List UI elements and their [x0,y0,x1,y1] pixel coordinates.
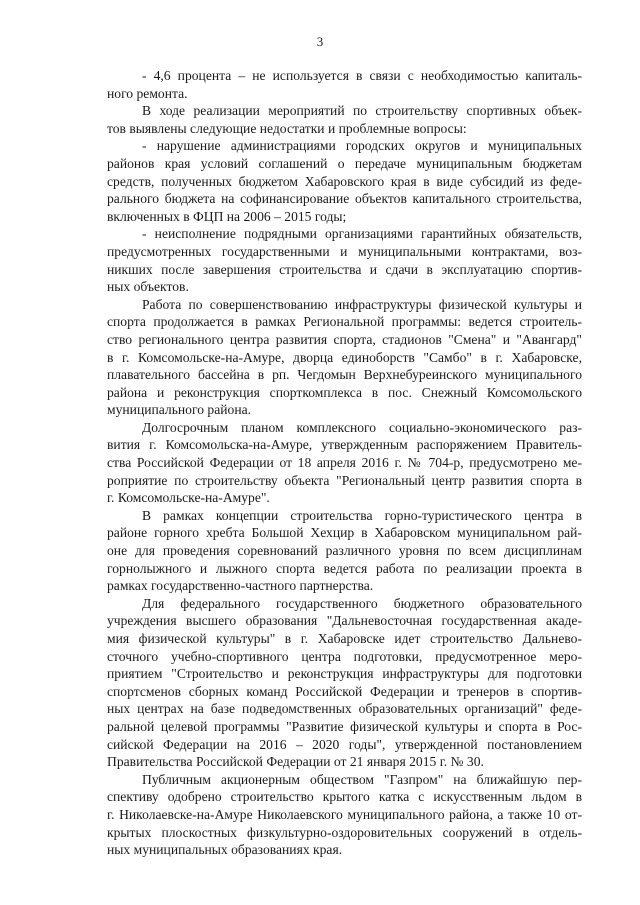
text-line: ного ремонта. [107,85,188,101]
paragraph [107,225,582,295]
text-line: районе горного хребта Большой Хехцир в Хабаровском муниципальном рай- [107,525,582,541]
document-body [107,67,582,859]
text-line: спортсменов сборных команд Российской Федерации и тренеров в спортив- [107,683,582,699]
text-line: приятием "Строительство и реконструкция инфраструктуры для подготовки [107,666,582,682]
paragraph [107,102,582,137]
page-number: 3 [316,34,324,49]
text-line: - неисполнение подрядными организациями гарантийных обязательств, [142,226,582,242]
text-line: оне для проведения соревнований различного уровня по всем дисциплинам [107,543,582,559]
text-line: ных центрах на базе подведомственных образовательных организаций" феде- [107,701,582,717]
text-line: плавательного бассейна в рп. Чегдомын Верхнебуреинского муниципального [107,367,582,383]
text-line: горнолыжного и лыжного спорта ведется работа по реализации проекта в [107,560,582,576]
text-line: предусмотренных государственными и муниципальными контрактами, воз- [107,243,582,259]
text-line: ства Российской Федерации от 18 апреля 2016 г. № 704-р, предусмотрено ме- [107,455,582,471]
text-line: г. Николаевске-на-Амуре Николаевского муниципального района, а также 10 от- [107,806,582,822]
text-line: В рамках концепции строительства горно-туристического центра в [142,507,582,523]
paragraph [107,67,582,102]
text-line: рамках государственно-частного партнерства. [107,578,374,594]
paragraph [107,137,582,225]
text-line: учреждения высшего образования "Дальневосточная государственная акаде- [107,613,582,629]
text-line: спективу одобрено строительство крытого катка с искусственным льдом в [107,789,582,805]
text-line: Публичным акционерным обществом "Газпром" на ближайшую пер- [142,771,582,787]
text-line: вития г. Комсомольска-на-Амуре, утвержденным распоряжением Правитель- [107,437,582,453]
text-line: мия физической культуры" в г. Хабаровске идет строительство Дальнево- [107,631,582,646]
text-line: тов выявлены следующие недостатки и проблемные вопросы: [107,120,467,136]
text-line: Работа по совершенствованию инфраструктуры физической культуры и [142,296,582,312]
text-line: ральной целевой программы "Развитие физической культуры и спорта в Рос- [107,718,582,734]
text-line: района и реконструкция спорткомплекса в пос. Снежный Комсомольского [107,384,582,400]
text-line: - 4,6 процента – не используется в связи с необходимостью капиталь- [142,68,582,83]
text-line: сточного учебно-спортивного центра подготовки, предусмотренное меро- [107,648,582,664]
text-line: никших после завершения строительства и сдачи в эксплуатацию спортив- [107,261,582,277]
text-line: Долгосрочным планом комплексного социально-экономического раз- [142,419,582,435]
text-line: Для федерального государственного бюджетного образовательного [142,595,582,611]
text-line: - нарушение администрациями городских округов и муниципальных [142,138,582,154]
text-line: г. Комсомольске-на-Амуре". [107,490,270,506]
paragraph [107,296,582,419]
paragraph [107,771,582,859]
text-line: ных муниципальных образованиях края. [107,842,343,858]
paragraph [107,595,582,771]
text-line: В ходе реализации мероприятий по строительству спортивных объек- [142,103,582,119]
text-line: рального бюджета на софинансирование объектов капитального строительства, [107,191,582,207]
text-line: роприятие по строительству объекта "Региональный центр развития спорта в [107,472,582,488]
text-line: ных объектов. [107,279,189,295]
text-line: крытых плоскостных физкультурно-оздоровительных сооружений в отдель- [107,824,582,840]
text-line: включенных в ФЦП на 2006 – 2015 годы; [107,208,347,224]
text-line: ство регионального центра развития спорта, стадионов "Смена" и "Авангард" [107,331,582,347]
paragraph [107,419,582,507]
text-line: муниципального района. [107,402,252,418]
text-line: сийской Федерации на 2016 – 2020 годы", утвержденной постановлением [107,736,582,752]
paragraph [107,507,582,595]
text-line: районов края условий соглашений о передаче муниципальным бюджетам [107,155,582,171]
text-line: спорта продолжается в рамках Региональной программы: ведется строитель- [107,314,582,330]
text-line: Правительства Российской Федерации от 21 января 2015 г. № 30. [107,754,484,770]
text-line: в г. Комсомольске-на-Амуре, дворца единоборств "Самбо" в г. Хабаровске, [107,349,582,365]
text-line: средств, полученных бюджетом Хабаровского края в виде субсидий из феде- [107,173,582,189]
